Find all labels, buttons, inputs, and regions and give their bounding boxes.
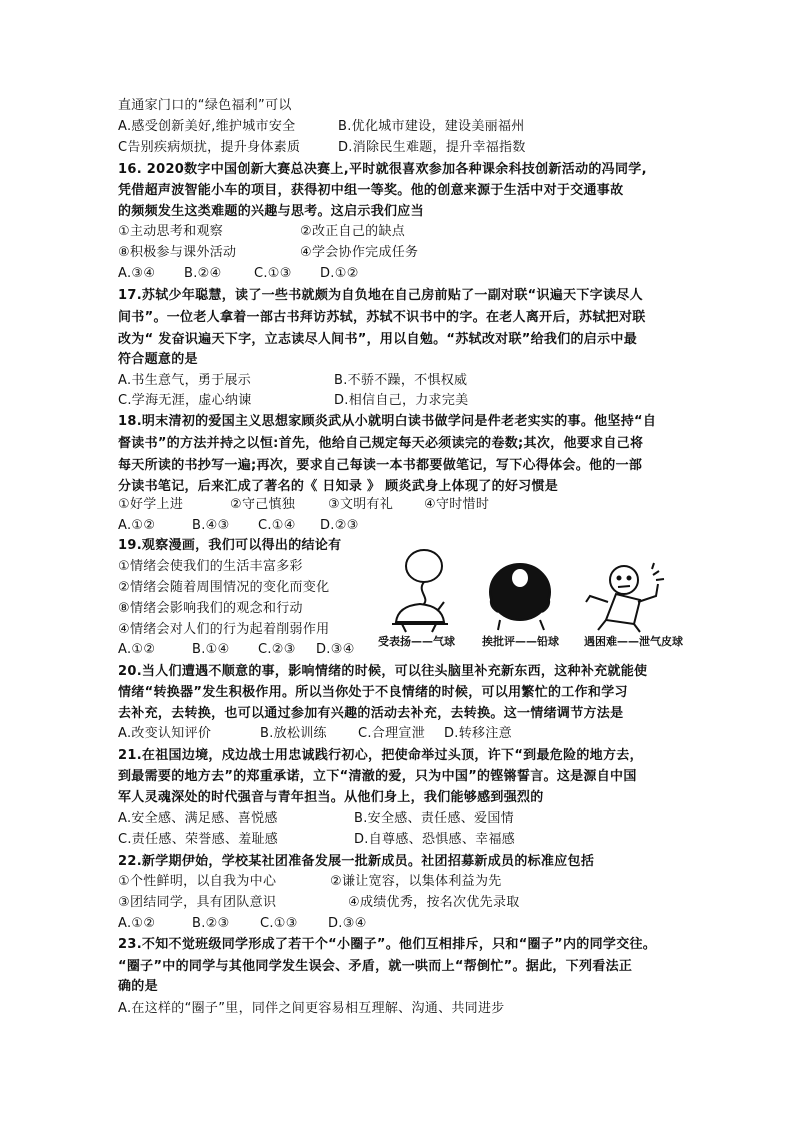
q16-option-d: D.①② bbox=[320, 266, 359, 281]
q19-option-d: D.③④ bbox=[316, 642, 355, 657]
q15-option-c: C告别疾病烦扰，提升身体素质 bbox=[118, 140, 301, 155]
q15-option-a: A.感受创新美好,维护城市安全 bbox=[118, 119, 296, 134]
comic-caption-1: 受表扬——气球 bbox=[378, 635, 455, 648]
q20-option-c: C.合理宣泄 bbox=[358, 726, 426, 741]
q17-option-a: A.书生意气，勇于展示 bbox=[118, 373, 252, 388]
q22-option-a: A.①② bbox=[118, 916, 156, 931]
q21-stem-line3: 军人灵魂深处的时代强音与青年担当。从他们身上，我们能够感到强烈的 bbox=[118, 790, 544, 805]
q22-choice-3: ③团结同学，具有团队意识 bbox=[118, 895, 277, 910]
q17-stem-line1: 17.苏轼少年聪慧，读了一些书就颇为自负地在自己房前贴了一副对联“识遍天下字读尽人 bbox=[118, 288, 643, 303]
q22-choice-2: ②谦让宽容，以集体利益为先 bbox=[330, 874, 502, 889]
q17-option-b: B.不骄不躁，不惧权威 bbox=[334, 373, 468, 388]
q18-choice-1: ①好学上进 bbox=[118, 497, 184, 512]
q19-stem: 19.观察漫画，我们可以得出的结论有 bbox=[118, 538, 342, 553]
q18-choice-2: ②守己慎独 bbox=[230, 497, 296, 512]
q18-option-c: C.①④ bbox=[258, 518, 296, 533]
q18-stem-line3: 每天所读的书抄写一遍;再次，要求自己每读一本书都要做笔记，写下心得体会。他的一部 bbox=[118, 458, 643, 473]
q17-option-d: D.相信自己，力求完美 bbox=[334, 393, 469, 408]
comic-caption-2: 挨批评——铅球 bbox=[482, 635, 559, 648]
q22-stem: 22.新学期伊始，学校某社团准备发展一批新成员。社团招募新成员的标准应包括 bbox=[118, 854, 595, 869]
q19-option-a: A.①② bbox=[118, 642, 156, 657]
q20-stem-line3: 去补充，去转换，也可以通过参加有兴趣的活动去补充，去转换。这一情绪调节方法是 bbox=[118, 706, 624, 721]
q22-option-d: D.③④ bbox=[328, 916, 367, 931]
q18-stem-line4: 分读书笔记，后来汇成了著名的《 日知录 》 顾炎武身上体现了的好习惯是 bbox=[118, 479, 559, 494]
q21-option-c: C.责任感、荣誉感、羞耻感 bbox=[118, 832, 279, 847]
q18-stem-line2: 督读书”的方法并持之以恒:首先，他给自己规定每天必须读完的卷数;其次，他要求自己将 bbox=[118, 436, 644, 451]
q23-stem-line2: “圈子”中的同学与其他同学发生误会、矛盾，就一哄而上“帮倒忙”。据此，下列看法正 bbox=[118, 959, 633, 974]
q18-option-d: D.②③ bbox=[320, 518, 359, 533]
q16-option-a: A.③④ bbox=[118, 266, 156, 281]
q19-choice-3: ⑧情绪会影响我们的观念和行动 bbox=[118, 601, 303, 616]
comic-caption-3: 遇困难——泄气皮球 bbox=[584, 635, 683, 648]
q22-choice-1: ①个性鲜明，以自我为中心 bbox=[118, 874, 277, 889]
q17-stem-line3: 改为“ 发奋识遍天下字，立志读尽人间书”，用以自勉。“苏轼改对联”给我们的启示中最 bbox=[118, 332, 638, 347]
q16-choice-2: ②改正自己的缺点 bbox=[300, 224, 406, 239]
q21-option-d: D.自尊感、恐惧感、幸福感 bbox=[354, 832, 516, 847]
q21-stem-line1: 21.在祖国边境，戍边战士用忠诚践行初心，把使命举过头顶，许下“到最危险的地方去， bbox=[118, 748, 643, 763]
q17-option-c: C.学海无涯，虚心纳谏 bbox=[118, 393, 252, 408]
q19-option-b: B.①④ bbox=[192, 642, 230, 657]
q18-stem-line1: 18.明末清初的爱国主义思想家顾炎武从小就明白读书做学问是件老老实实的事。他坚持“自 bbox=[118, 414, 657, 429]
q23-stem-line3: 确的是 bbox=[118, 979, 158, 994]
q23-stem-line1: 23.不知不觉班级同学形成了若干个“小圈子”。他们互相排斥，只和“圈子”内的同学交往。 bbox=[118, 937, 657, 952]
q17-stem-line4: 符合题意的是 bbox=[118, 352, 198, 367]
q18-choice-3: ③文明有礼 bbox=[328, 497, 394, 512]
q23-option-a: A.在这样的“圈子”里，同伴之间更容易相互理解、沟通、共同进步 bbox=[118, 1001, 505, 1016]
balloon-figure bbox=[392, 550, 448, 632]
q18-choice-4: ④守时惜时 bbox=[424, 497, 490, 512]
q16-option-b: B.②④ bbox=[184, 266, 222, 281]
q16-stem-line2: 凭借超声波智能小车的项目，获得初中组一等奖。他的创意来源于生活中对于交通事故 bbox=[118, 183, 624, 198]
q21-option-b: B.安全感、责任感、爱国情 bbox=[354, 811, 514, 826]
q20-option-b: B.放松训练 bbox=[260, 726, 327, 741]
q19-choice-4: ④情绪会对人们的行为起着削弱作用 bbox=[118, 622, 330, 637]
q16-choice-4: ④学会协作完成任务 bbox=[300, 245, 419, 260]
q16-choice-3: ⑧积极参与课外活动 bbox=[118, 245, 237, 260]
q18-option-a: A.①② bbox=[118, 518, 156, 533]
q21-stem-line2: 到最需要的地方去”的郑重承诺，立下“清澈的爱，只为中国”的铿锵誓言。这是源自中国 bbox=[118, 769, 637, 784]
q21-option-a: A.安全感、满足感、喜悦感 bbox=[118, 811, 278, 826]
q15-stem-tail: 直通家门口的“绿色福利”可以 bbox=[118, 98, 292, 113]
q20-stem-line2: 情绪“转换器”发生积极作用。所以当你处于不良情绪的时候，可以用繁忙的工作和学习 bbox=[118, 685, 628, 700]
q19-option-c: C.②③ bbox=[258, 642, 296, 657]
q15-option-d: D.消除民生难题，提升幸福指数 bbox=[338, 140, 526, 155]
q16-stem-line3: 的频频发生这类难题的兴趣与思考。这启示我们应当 bbox=[118, 204, 424, 219]
q16-option-c: C.①③ bbox=[254, 266, 292, 281]
q15-option-b: B.优化城市建设，建设美丽福州 bbox=[338, 119, 525, 134]
q17-stem-line2: 间书”。一位老人拿着一部古书拜访苏轼，苏轼不识书中的字。在老人离开后，苏轼把对联 bbox=[118, 310, 646, 325]
q20-option-d: D.转移注意 bbox=[444, 726, 512, 741]
q16-stem-line1: 16. 2020数字中国创新大赛总决赛上,平时就很喜欢参加各种课余科技创新活动的冯同学, bbox=[118, 162, 647, 177]
q20-option-a: A.改变认知评价 bbox=[118, 726, 212, 741]
emotion-comic bbox=[372, 540, 702, 660]
deflated-ball-figure bbox=[586, 563, 664, 632]
q16-choice-1: ①主动思考和观察 bbox=[118, 224, 224, 239]
q22-option-b: B.②③ bbox=[192, 916, 230, 931]
q19-choice-1: ①情绪会使我们的生活丰富多彩 bbox=[118, 559, 303, 574]
lead-ball-figure bbox=[490, 564, 550, 630]
q18-option-b: B.④③ bbox=[192, 518, 230, 533]
q22-option-c: C.①③ bbox=[260, 916, 298, 931]
q19-choice-2: ②情绪会随着周围情况的变化而变化 bbox=[118, 580, 330, 595]
q20-stem-line1: 20.当人们遭遇不顺意的事，影响情绪的时候，可以往头脑里补充新东西，这种补充就能使 bbox=[118, 664, 648, 679]
q22-choice-4: ④成绩优秀，按名次优先录取 bbox=[348, 895, 520, 910]
